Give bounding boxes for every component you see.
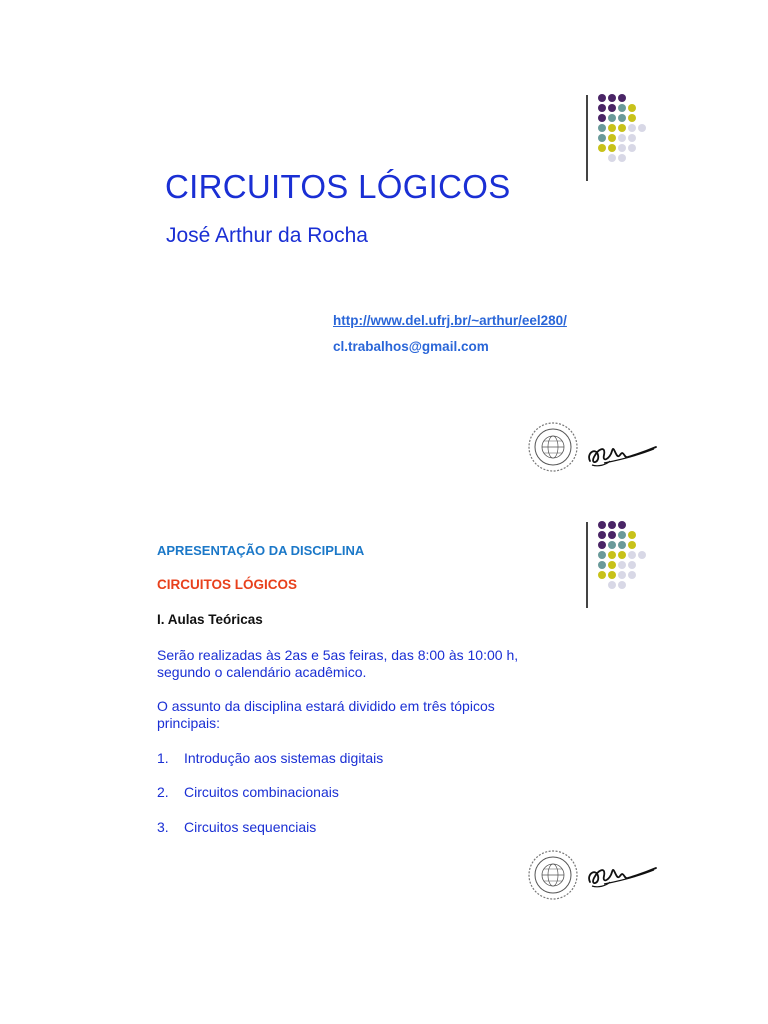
topics-intro-paragraph xyxy=(157,698,577,732)
signature-icon xyxy=(584,856,664,896)
schedule-line-2: segundo o calendário acadêmico. xyxy=(157,664,367,680)
list-number: 2. xyxy=(157,784,169,800)
schedule-line-1: Serão realizadas às 2as e 5as feiras, das 8:00 às 10:00 h, xyxy=(157,647,519,663)
divider-line xyxy=(586,95,588,181)
list-label: Circuitos combinacionais xyxy=(184,784,339,800)
university-seal-icon xyxy=(526,420,580,474)
slide-title xyxy=(0,0,768,500)
section-heading: APRESENTAÇÃO DA DISCIPLINA xyxy=(157,543,365,558)
course-name: CIRCUITOS LÓGICOS xyxy=(157,577,298,592)
page-title: CIRCUITOS LÓGICOS xyxy=(165,168,511,205)
list-item xyxy=(157,750,383,766)
topics-intro-line-2: principais: xyxy=(157,715,221,731)
topics-intro-line-1: O assunto da disciplina estará dividido em três tópicos xyxy=(157,698,495,714)
divider-line xyxy=(586,522,588,608)
list-label: Circuitos sequenciais xyxy=(184,819,317,835)
list-item xyxy=(157,819,316,835)
list-item xyxy=(157,784,339,800)
schedule-paragraph xyxy=(157,647,577,681)
list-label: Introdução aos sistemas digitais xyxy=(184,750,384,766)
contact-email[interactable]: cl.trabalhos@gmail.com xyxy=(333,339,489,354)
university-seal-icon xyxy=(526,848,580,902)
decorative-dot-grid xyxy=(595,521,665,601)
subsection-title: I. Aulas Teóricas xyxy=(157,612,263,627)
signature-icon xyxy=(584,435,664,475)
decorative-dot-grid xyxy=(595,94,665,174)
slide-course-overview xyxy=(0,500,768,1024)
course-website-link[interactable]: http://www.del.ufrj.br/~arthur/eel280/ xyxy=(333,313,567,328)
author-name: José Arthur da Rocha xyxy=(166,224,368,247)
list-number: 3. xyxy=(157,819,169,835)
list-number: 1. xyxy=(157,750,169,766)
